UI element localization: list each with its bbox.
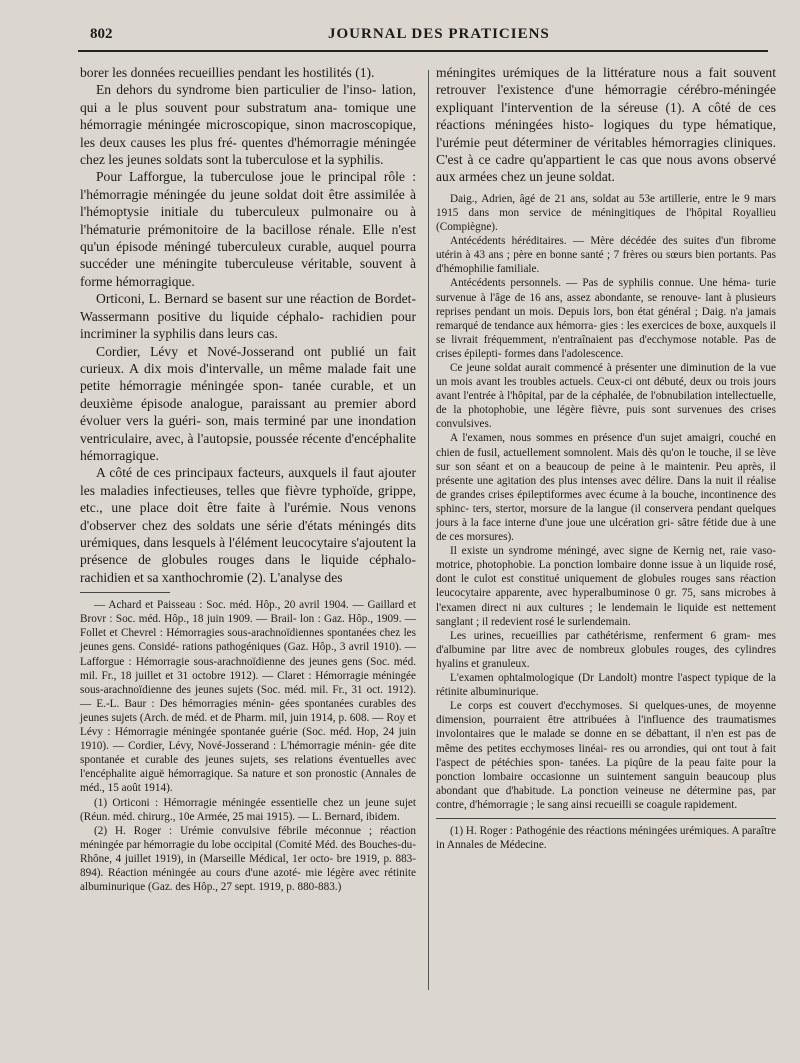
- footnote: (2) H. Roger : Urémie convulsive fébrile méconnue ; réaction méningée par hémorragie du lobe occipital (Comité Méd. des Bouches-du-Rhône, 4 juillet 1919), in (Marseille Médical, 1er octo- bre 1919, p. 883-894). Réaction méningée au cours d'une azoté- mie légère avec rétinite albuminurique (Gaz. des Hôp., 27 sept. 1919, p. 880-883.): [80, 824, 416, 894]
- paragraph: En dehors du syndrome bien particulier de l'inso- lation, qui a le plus souvent pour substratum ana- tomique une hémorragie méningée microscopique, sinon macroscopique, les deux causes les plus fré- quentes d'hémorragie méningée chez les jeunes soldats sont la tuberculose et la syphilis.: [80, 82, 416, 168]
- paragraph: Pour Lafforgue, la tuberculose joue le principal rôle : l'hémorragie méningée du jeune soldat doit être assimilée à l'hémoptysie initiale du tuberculeux pulmonaire ou à l'hématurie prémonitoire de la bacillose rénale. Elle n'est qu'un épisode méningé tuberculeux curable, auquel pourra succéder une méningite tuberculeuse véritable, souvent à forme hémorragique.: [80, 169, 416, 289]
- paragraph: Orticoni, L. Bernard se basent sur une réaction de Bordet-Wassermann positive du liquide céphalo- rachidien pour incriminer la syphilis dans leurs cas.: [80, 291, 416, 342]
- running-header: [78, 26, 768, 48]
- page-number: 802: [90, 26, 113, 42]
- case-paragraph: Les urines, recueillies par cathétérisme, renferment 6 gram- mes d'albumine par litre avec de nombreux globules rouges, des cylindres hyalins et granuleux.: [436, 629, 776, 670]
- header-rule: [78, 50, 768, 52]
- paragraph: Cordier, Lévy et Nové-Josserand ont publié un fait curieux. A dix mois d'intervalle, un même malade fait une petite hémorragie méningée spon- tanée curable, et un deuxième épisode analogue, paraissant au premier abord évoluer vers la guéri- son, mais terminé par une inondation ventriculaire, avec, à l'autopsie, poussée récente d'encéphalite hémorragique.: [80, 343, 416, 463]
- case-paragraph: Le corps est couvert d'ecchymoses. Si quelques-unes, de moyenne dimension, pourraient être attribuées à l'influence des traumatismes involontaires que le malade se donne en se débattant, il n'en est pas de même des petites ecchymoses linéai- res ou arrondies, qui ont tout à fait l'aspect de pétéchies spon- tanées. La piqûre de la peau faite pour la ponction lombaire occasionne un suintement sanguin beaucoup plus abondant que d'habitude. La ponction veineuse ne détermine pas, par contre, d'hémorragie ; le sang ainsi recueilli se coagule rapidement.: [436, 700, 776, 811]
- right-footnotes: [436, 824, 776, 852]
- case-paragraph: Antécédents personnels. — Pas de syphilis connue. Une héma- turie survenue à l'âge de 16 ans, assez abondante, se renouve- lant à plusieurs reprises pendant un mois. Depuis lors, bon état général ; Daig. n'a jamais remarqué de tendance aux hémorra- gies : les exercices de boxe, auxquels il se livrait fréquemment, n'entraînaient pas d'ecchymose notable. Pas de crises épilepti- formes dans l'adolescence.: [436, 277, 776, 360]
- journal-title: JOURNAL DES PRATICIENS: [328, 26, 550, 42]
- left-footnotes: [80, 598, 416, 894]
- case-paragraph: Ce jeune soldat aurait commencé à présenter une diminution de la vue un mois avant les troubles actuels. Ceux-ci ont débuté, deux ou trois jours avant l'entrée à l'hôpital, par de la céphalée, de l'obnubilation intellectuelle, de la photophobie, une légère fièvre, puis sont survenues des crises convulsives.: [436, 361, 776, 431]
- footnote: (1) Orticoni : Hémorragie méningée essentielle chez un jeune sujet (Réun. méd. chirurg., 10e Armée, 25 mai 1915). — L. Bernard, ibidem.: [80, 796, 416, 823]
- case-report: [436, 192, 776, 812]
- case-paragraph: Daig., Adrien, âgé de 21 ans, soldat au 53e artillerie, entre le 9 mars 1915 dans mon service de méningitiques de l'hôpital Royallieu (Compiègne).: [436, 192, 776, 234]
- footnote: — Achard et Paisseau : Soc. méd. Hôp., 20 avril 1904. — Gaillard et Brovr : Soc. méd. Hôp., 18 juin 1909. — Brail- lon : Gaz. Hôp., 1909. — Follet et Chevrel : Hémorragies sous-arachnoïdiennes spontanées chez les jeunes gens. Considé- rations pathogéniques (Gaz. Hôp., 3 avril 1910). — Lafforgue : Hémorragie sous-arachnoïdienne des jeunes gens (Soc. méd. mil. Fr., 18 juillet et 31 octobre 1912). — Claret : Hémorragie méningée sous-arachnoïdienne des jeunes sujets (Soc. méd. mil. Fr., 31 oct. 1912). — E.-L. Baur : Des hémorragies ménin- gées spontanées curables des jeunes sujets (Arch. de méd. et de Pharm. mil, juin 1914, p. 608. — Roy et Lévy : Hémorragie méningée spontanée guérie (Soc. méd. Hop, 24 juin 1910). — Cordier, Lévy, Nové-Josserand : L'hémorragie ménin- gée dite spontanée et curable des jeunes sujets, ses relations éventuelles avec l'encéphalite aiguë hémorragique. Sa nature et son pronostic (Annales de méd., 15 août 1914).: [80, 599, 416, 795]
- case-paragraph: Antécédents héréditaires. — Mère décédée des suites d'un fibrome utérin à 43 ans ; père en bonne santé ; 7 frères ou sœurs bien portants. Pas d'hémophilie familiale.: [436, 235, 776, 276]
- case-paragraph: Il existe un syndrome méningé, avec signe de Kernig net, raie vaso-motrice, photophobie. La ponction lombaire donne issue à un liquide rosé, dont le culot est constitué uniquement de globules rouges sans réaction leucocytaire apparente, avec hyperalbuminose 0 gr. 75, sans microbes à l'examen direct ni aux cultures ; le lendemain le liquide est nettement sanglant ; il redevient rosé le surlendemain.: [436, 545, 776, 628]
- left-column: [80, 64, 416, 894]
- paragraph: méningites urémiques de la littérature nous a fait souvent retrouver l'existence d'une hémorragie cérébro-méningée expliquant l'intervention de la séreuse (1). A côté de ces réactions méningées histo- logiques du type hématique, l'urémie peut déterminer de véritables hémorragies cliniques. C'est à ce cadre qu'appartient le cas que nous avons observé aux armées chez un jeune soldat.: [436, 65, 776, 185]
- right-column: [436, 64, 776, 852]
- case-paragraph: L'examen ophtalmologique (Dr Landolt) montre l'aspect typique de la rétinite albuminurique.: [436, 672, 776, 699]
- footnote: (1) H. Roger : Pathogénie des réactions méningées urémiques. A paraître in Annales de Médecine.: [436, 824, 776, 852]
- footnote-separator: [80, 592, 170, 593]
- case-paragraph: A l'examen, nous sommes en présence d'un sujet amaigri, couché en chien de fusil, actuellement somnolent. Mais dès qu'on le touche, il se lève sur son séant et on a beaucoup de peine à le maintenir. Peu après, il présente une agitation des plus intenses avec délire. Dans la nuit il réalise de grandes crises épileptiformes avec écume à la bouche, incontinence des sphinc- ters, stertor, morsure de la langue (il conservera pendant quelques jours à la face interne d'une joue une ulcération gri- sâtre fétide due à une de ces morsures).: [436, 432, 776, 544]
- paragraph: A côté de ces principaux facteurs, auxquels il faut ajouter les maladies infectieuses, telles que fièvre typhoïde, grippe, etc., une place doit être faite à l'urémie. Nous venons d'observer chez des soldats une série d'états méningés dits urémiques, dans lesquels à l'élément leucocytaire s'ajoutent la présence de globules rouges dans le liquide céphalo- rachidien et sa xanthochromie (2). L'analyse des: [80, 465, 416, 585]
- column-divider: [428, 70, 429, 990]
- footnote-separator: [436, 818, 776, 819]
- paragraph: borer les données recueillies pendant les hostilités (1).: [80, 65, 375, 80]
